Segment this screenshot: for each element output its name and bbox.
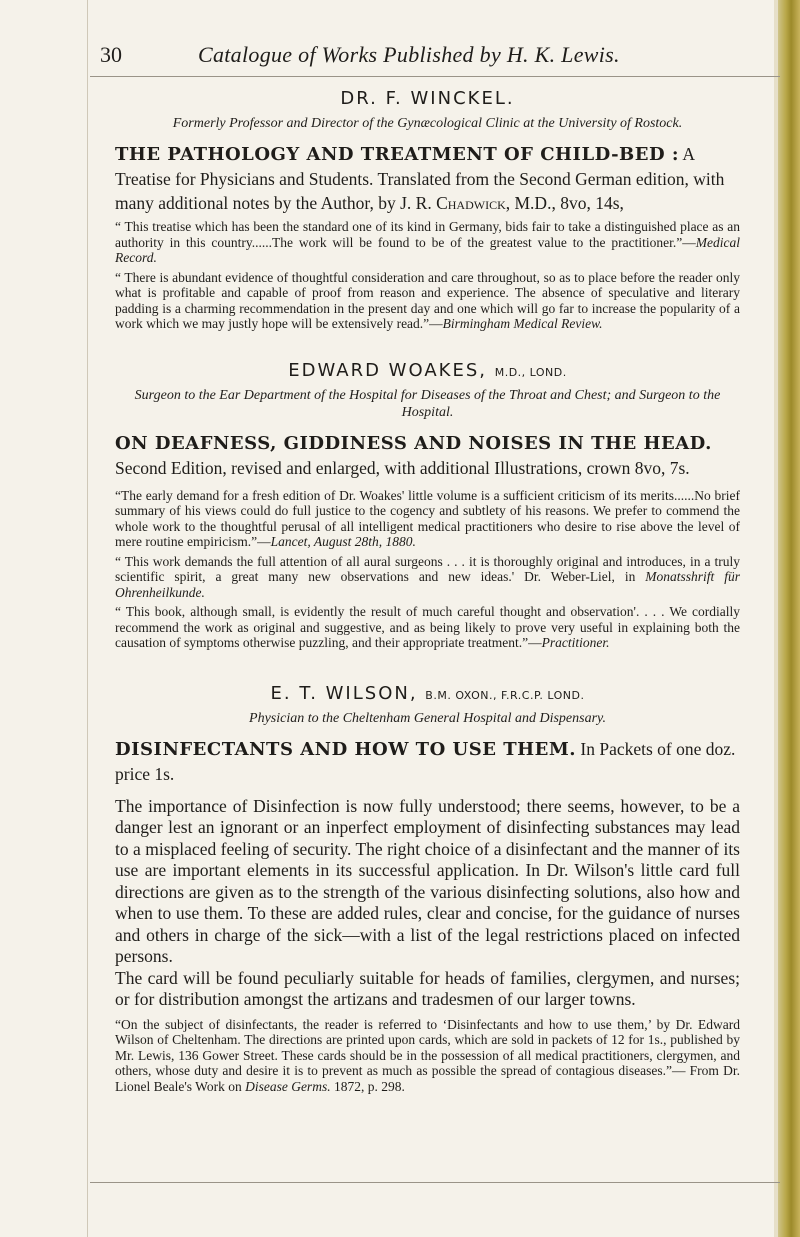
margin-rule <box>87 0 88 1237</box>
catalogue-body <box>115 88 740 1112</box>
book-title: ON DEAFNESS, GIDDINESS AND NOISES IN THE HEAD. <box>115 432 712 454</box>
review-quote <box>115 554 740 601</box>
review-source: Monatsshrift für Ohrenheilkunde. <box>115 569 740 600</box>
running-title: Catalogue of Works Published by H. K. Lewis. <box>198 42 620 67</box>
author-line <box>115 360 740 381</box>
book-details-end: , M.D., 8vo, 14s, <box>505 193 624 213</box>
review-text: “The early demand for a fresh edition of Dr. Woakes' little volume is a sufficient criticism of its merits......No brief summary of his views could do full justice to the cogency and subtlety of his reasons. We prefer to commend the whole work to the thoughtful perusal of all intelligent medical practitioners who desire to rise above the level of mere routine empiricism.”— <box>115 487 740 549</box>
book-details: Second Edition, revised and enlarged, with additional Illustrations, crown 8vo, 7s. <box>115 457 690 478</box>
review-quote <box>115 604 740 651</box>
footer-rule <box>90 1182 780 1183</box>
review-text: “ There is abundant evidence of thoughtful consideration and care throughout, so as to place before the reader only what is profitable and capable of proof from reason and experience. The absence of speculative and literary padding is a charming recommendation in the present day and one which will go far to increase the popularity of a work which we may justly hope will be extensively read.”— <box>115 269 740 331</box>
book-description: The importance of Disinfection is now fully understood; there seems, however, to be a danger lest an ignorant or an inperfect employment of disinfecting substances may lead to a misplaced feeling of security. The right choice of a disinfectant and the manner of its use are important elements in its successful application. In Dr. Wilson's little card full directions are given as to the strength of the various disinfecting solutions, also how and when to use them. To these are added rules, clear and concise, for the guidance of nurses and others in charge of the sick—with a list of the legal restrictions placed on infected persons. <box>115 795 740 966</box>
review-text: “ This work demands the full attention of all aural surgeons . . . it is thoroughly original and introduces, in a truly scientific spirit, a great many new observations and new ideas.' Dr. Weber-Liel, in <box>115 553 740 584</box>
author-name: DR. F. WINCKEL. <box>340 88 515 109</box>
book-details: A Treatise for Physicians and Students. Translated from the Second German edition, with many additional notes by the Author, by J. R. <box>115 144 725 213</box>
review-source: Medical Record. <box>115 234 740 265</box>
catalogue-entry <box>115 88 740 332</box>
review-quote <box>115 1017 740 1095</box>
review-quote <box>115 219 740 266</box>
author-name: E. T. WILSON, <box>270 682 418 704</box>
book-listing <box>115 737 740 786</box>
book-details-smallcaps: Chadwick <box>436 193 506 213</box>
review-quote <box>115 488 740 550</box>
review-text: “On the subject of disinfectants, the reader is referred to ‘Disinfectants and how to use them,’ by Dr. Edward Wilson of Cheltenham. The directions are printed upon cards, which are sold in packets of 12 for 1s., published by Mr. Lewis, 136 Gower Street. These cards should be in the possession of all medical practitioners, clergymen, and others, whose duty and desire it is to prevent as much as possible the spread of contagious diseases.”— From Dr. Lionel Beale's Work on <box>115 1016 740 1094</box>
book-listing <box>115 142 740 215</box>
review-source: Birmingham Medical Review. <box>442 316 603 331</box>
review-citation: 1872, p. 298. <box>330 1078 405 1094</box>
book-title: THE PATHOLOGY AND TREATMENT OF CHILD-BED : <box>115 144 680 165</box>
review-text: “ This book, although small, is evidently the result of much careful thought and observation'. . . . We cordially recommend the work as original and suggestive, and as being likely to prove very useful in explaining both the causation of symptoms otherwise puzzling, and their appropriate treatment.”— <box>115 604 740 650</box>
author-name: EDWARD WOAKES, <box>288 359 487 381</box>
author-affiliation: Physician to the Cheltenham General Hospital and Dispensary. <box>249 710 606 726</box>
author-credentials: M.D., LOND. <box>494 365 567 379</box>
author-credentials: B.M. OXON., F.R.C.P. LOND. <box>425 688 585 702</box>
catalogue-entry <box>115 360 740 651</box>
review-source: Disease Germs. <box>245 1078 331 1094</box>
catalogue-entry <box>115 683 740 1095</box>
book-listing <box>115 431 740 480</box>
author-line <box>115 88 740 109</box>
author-line <box>115 683 740 704</box>
book-spine-edge <box>778 0 800 1237</box>
header-rule <box>90 76 780 77</box>
page-edge <box>774 0 778 1237</box>
book-description: The card will be found peculiarly suitable for heads of families, clergymen, and nurses; or for distribution amongst the artizans and tradesmen of our larger towns. <box>115 967 740 1009</box>
running-header <box>88 40 728 70</box>
book-title: DISINFECTANTS AND HOW TO USE THEM. <box>115 738 577 760</box>
review-source: Practitioner. <box>541 635 610 650</box>
author-affiliation: Formerly Professor and Director of the Gynæcological Clinic at the University of Rostock. <box>172 116 683 131</box>
author-affiliation: Surgeon to the Ear Department of the Hospital for Diseases of the Throat and Chest; and Surgeon to the Hospital. <box>134 387 721 420</box>
review-text: “ This treatise which has been the standard one of its kind in Germany, bids fair to take a distinguished place as an authority in this country......The work will be found to be of the greatest value to the practitioner.”— <box>115 219 740 250</box>
review-quote <box>115 270 740 332</box>
page-number: 30 <box>100 42 122 67</box>
book-details: In Packets of one doz. price 1s. <box>115 738 736 784</box>
review-source: Lancet, August 28th, 1880. <box>270 534 416 549</box>
